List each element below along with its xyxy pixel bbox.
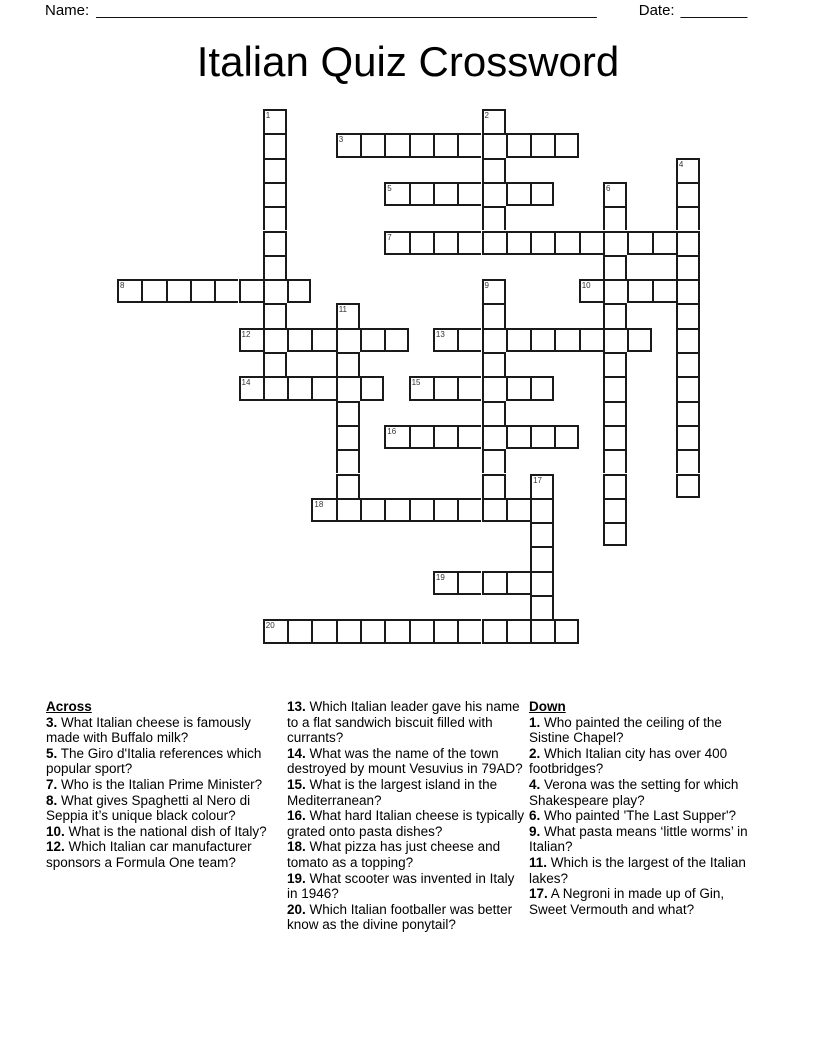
clue-number: 9.	[529, 823, 541, 839]
cell-number: 8	[120, 281, 125, 291]
date-label: Date:	[638, 2, 675, 19]
crossword-cell	[676, 328, 700, 352]
crossword-cell	[457, 133, 481, 157]
crossword-cell	[676, 158, 700, 182]
clue-item: 4. Verona was the setting for which Shakespeare play?	[529, 776, 739, 808]
crossword-cell	[676, 401, 700, 425]
clue-item: 8. What gives Spaghetti al Nero di Seppia it’s unique black colour?	[46, 792, 251, 824]
crossword-cell	[603, 255, 627, 279]
crossword-cell	[482, 109, 506, 133]
crossword-cell	[554, 425, 578, 449]
crossword-cell	[287, 328, 311, 352]
crossword-cell	[263, 206, 287, 230]
crossword-cell	[676, 231, 700, 255]
name-label: Name:	[45, 2, 90, 19]
crossword-cell	[336, 303, 360, 327]
clue-number: 7.	[46, 776, 58, 792]
page-title: Italian Quiz Crossword	[196, 38, 620, 85]
clue-number: 12.	[46, 839, 65, 855]
crossword-cell	[263, 619, 287, 643]
crossword-cell	[409, 182, 433, 206]
crossword-cell	[603, 231, 627, 255]
clue-item: 14. What was the name of the town destroyed by mount Vesuvius in 79AD?	[287, 745, 523, 777]
crossword-cell	[482, 303, 506, 327]
crossword-cell	[457, 376, 481, 400]
clue-item: 3. What Italian cheese is famously made with Buffalo milk?	[46, 714, 251, 746]
crossword-cell	[457, 498, 481, 522]
clue-number: 17.	[529, 886, 548, 902]
crossword-cell	[433, 182, 457, 206]
clue-item: 12. Which Italian car manufacturer sponsors a Formula One team?	[46, 839, 252, 870]
crossword-cell	[457, 182, 481, 206]
crossword-cell	[336, 619, 360, 643]
crossword-cell	[311, 619, 335, 643]
clue-item: 6. Who painted 'The Last Supper'?	[529, 808, 737, 824]
crossword-cell	[676, 182, 700, 206]
crossword-cell	[409, 376, 433, 400]
crossword-cell	[287, 279, 311, 303]
clue-number: 10.	[46, 823, 65, 839]
crossword-cell	[506, 231, 530, 255]
crossword-cell	[141, 279, 165, 303]
clue-item: 19. What scooter was invented in Italy in 1946?	[287, 870, 515, 902]
crossword-cell	[506, 328, 530, 352]
clue-number: 19.	[287, 870, 306, 886]
crossword-cell	[263, 133, 287, 157]
crossword-cell	[579, 279, 603, 303]
cell-number: 15	[411, 378, 421, 388]
clue-item: 11. Which is the largest of the Italian lakes?	[529, 854, 746, 886]
crossword-cell	[433, 328, 457, 352]
crossword-cell	[530, 595, 554, 619]
crossword-cell	[214, 279, 238, 303]
crossword-cell	[384, 231, 408, 255]
crossword-cell	[530, 498, 554, 522]
crossword-cell	[384, 182, 408, 206]
clue-item: 20. Which Italian footballer was better know as the divine ponytail?	[287, 901, 513, 933]
crossword-cell	[506, 376, 530, 400]
clue-number: 16.	[287, 808, 306, 824]
crossword-cell	[287, 619, 311, 643]
clue-item: 16. What hard Italian cheese is typically grated onto pasta dishes?	[287, 808, 525, 839]
crossword-cell	[652, 231, 676, 255]
clue-item: 5. The Giro d'Italia references which popular sport?	[46, 745, 262, 777]
date-blank-line: ________	[680, 2, 748, 19]
crossword-cell	[676, 206, 700, 230]
crossword-cell	[554, 231, 578, 255]
crossword-cell	[506, 133, 530, 157]
across-clue-list-part1	[46, 715, 283, 871]
crossword-cell	[482, 206, 506, 230]
across-clues-column-continued	[287, 699, 526, 933]
crossword-cell	[482, 401, 506, 425]
clue-item: 9. What pasta means ‘little worms’ in Italian?	[529, 823, 748, 855]
cell-number: 17	[533, 475, 542, 485]
crossword-cell	[603, 425, 627, 449]
crossword-cell	[433, 498, 457, 522]
cell-number: 10	[581, 281, 591, 291]
crossword-cell	[676, 474, 700, 498]
crossword-cell	[603, 401, 627, 425]
cell-number: 11	[338, 305, 347, 315]
crossword-grid	[117, 109, 701, 644]
crossword-cell	[482, 158, 506, 182]
cell-number: 9	[484, 281, 489, 291]
cell-number: 18	[314, 499, 324, 509]
down-heading: Down	[529, 699, 566, 714]
crossword-cell	[530, 133, 554, 157]
clue-item: 1. Who painted the ceiling of the Sistine Chapel?	[529, 714, 722, 746]
crossword-cell	[336, 425, 360, 449]
crossword-cell	[336, 498, 360, 522]
crossword-cell	[409, 619, 433, 643]
cell-number: 4	[678, 159, 684, 169]
crossword-cell	[384, 498, 408, 522]
down-clues-column	[529, 699, 762, 917]
crossword-cell	[506, 619, 530, 643]
crossword-cell	[433, 619, 457, 643]
crossword-cell	[603, 303, 627, 327]
crossword-cell	[336, 474, 360, 498]
crossword-cell	[263, 279, 287, 303]
crossword-cell	[117, 279, 141, 303]
cell-number: 5	[387, 183, 392, 193]
crossword-cell	[409, 498, 433, 522]
clue-number: 11.	[529, 854, 548, 870]
crossword-cell	[652, 279, 676, 303]
clue-item: 18. What pizza has just cheese and tomato as a topping?	[287, 839, 501, 870]
crossword-cell	[603, 449, 627, 473]
crossword-cell	[457, 619, 481, 643]
cell-number: 16	[387, 426, 397, 436]
crossword-cell	[603, 182, 627, 206]
crossword-cell	[676, 376, 700, 400]
across-heading: Across	[46, 699, 92, 714]
clue-number: 6.	[529, 808, 541, 824]
crossword-cell	[166, 279, 190, 303]
cell-number: 3	[338, 135, 344, 145]
crossword-cell	[506, 498, 530, 522]
crossword-cell	[311, 498, 335, 522]
crossword-cell	[579, 328, 603, 352]
name-blank-line: ____________________________________________________________	[96, 2, 597, 19]
crossword-cell	[482, 474, 506, 498]
crossword-cell	[554, 133, 578, 157]
crossword-cell	[482, 279, 506, 303]
clue-number: 14.	[287, 745, 306, 761]
crossword-cell	[627, 279, 651, 303]
clue-item: 2. Which Italian city has over 400 footbridges?	[529, 745, 728, 777]
cell-number: 19	[435, 572, 445, 582]
crossword-cell	[676, 449, 700, 473]
crossword-cell	[506, 182, 530, 206]
crossword-cell	[603, 474, 627, 498]
crossword-cell	[603, 498, 627, 522]
crossword-cell	[409, 425, 433, 449]
crossword-cell	[482, 425, 506, 449]
crossword-cell	[433, 133, 457, 157]
crossword-cell	[263, 328, 287, 352]
crossword-cell	[457, 571, 481, 595]
crossword-cell	[263, 376, 287, 400]
name-date-row	[45, 2, 771, 19]
clue-number: 13.	[287, 699, 306, 714]
crossword-cell	[482, 182, 506, 206]
crossword-cell	[603, 522, 627, 546]
crossword-cell	[603, 376, 627, 400]
crossword-cell	[603, 279, 627, 303]
crossword-cell	[530, 376, 554, 400]
crossword-cell	[190, 279, 214, 303]
clue-item: 7. Who is the Italian Prime Minister?	[46, 776, 263, 792]
crossword-cell	[482, 231, 506, 255]
crossword-cell	[603, 206, 627, 230]
crossword-cell	[433, 425, 457, 449]
crossword-cell	[530, 571, 554, 595]
crossword-cell	[506, 425, 530, 449]
crossword-cell	[530, 546, 554, 570]
crossword-cell	[676, 255, 700, 279]
clue-item: 15. What is the largest island in the Mediterranean?	[287, 776, 498, 808]
crossword-cell	[676, 303, 700, 327]
crossword-cell	[603, 328, 627, 352]
crossword-cell	[311, 376, 335, 400]
crossword-cell	[530, 619, 554, 643]
crossword-cell	[336, 449, 360, 473]
crossword-cell	[409, 231, 433, 255]
crossword-cell	[457, 231, 481, 255]
crossword-cell	[530, 182, 554, 206]
across-clues-column	[46, 699, 283, 871]
crossword-cell	[384, 619, 408, 643]
clue-number: 4.	[529, 776, 541, 792]
crossword-cell	[384, 425, 408, 449]
crossword-cell	[360, 498, 384, 522]
clue-number: 2.	[529, 745, 541, 761]
crossword-cell	[336, 401, 360, 425]
crossword-cell	[263, 352, 287, 376]
crossword-cell	[530, 474, 554, 498]
cell-number: 13	[435, 329, 445, 339]
crossword-cell	[482, 449, 506, 473]
crossword-cell	[676, 352, 700, 376]
crossword-cell	[506, 571, 530, 595]
crossword-cell	[554, 328, 578, 352]
crossword-cell	[239, 279, 263, 303]
crossword-cell	[287, 376, 311, 400]
crossword-cell	[433, 571, 457, 595]
clue-number: 20.	[287, 901, 306, 917]
crossword-cell	[433, 231, 457, 255]
crossword-cell	[384, 328, 408, 352]
cell-number: 2	[484, 111, 489, 120]
crossword-cell	[676, 279, 700, 303]
crossword-cell	[482, 352, 506, 376]
crossword-cell	[336, 328, 360, 352]
crossword-cell	[311, 328, 335, 352]
crossword-cell	[530, 522, 554, 546]
crossword-cell	[482, 571, 506, 595]
crossword-cell	[482, 376, 506, 400]
crossword-cell	[457, 328, 481, 352]
cell-number: 6	[606, 183, 611, 193]
clue-item: 10. What is the national dish of Italy?	[46, 823, 267, 839]
clue-number: 18.	[287, 839, 306, 855]
crossword-cell	[603, 352, 627, 376]
crossword-cell	[263, 109, 287, 133]
crossword-cell	[263, 231, 287, 255]
crossword-cell	[627, 231, 651, 255]
crossword-cell	[627, 328, 651, 352]
cell-number: 12	[241, 329, 251, 339]
crossword-cell	[263, 158, 287, 182]
crossword-cell	[263, 255, 287, 279]
crossword-cell	[263, 182, 287, 206]
crossword-cell	[360, 376, 384, 400]
crossword-cell	[360, 619, 384, 643]
crossword-cell	[530, 328, 554, 352]
clue-item: 13. Which Italian leader gave his name to a flat sandwich biscuit filled with currants?	[287, 699, 520, 746]
crossword-cell	[384, 133, 408, 157]
down-clue-list	[529, 715, 762, 918]
crossword-cell	[579, 231, 603, 255]
crossword-cell	[457, 425, 481, 449]
crossword-cell	[530, 425, 554, 449]
crossword-cell	[360, 133, 384, 157]
clue-item: 17. A Negroni in made up of Gin, Sweet Vermouth and what?	[529, 886, 725, 917]
crossword-cell	[554, 619, 578, 643]
clue-number: 3.	[46, 714, 58, 730]
clue-number: 15.	[287, 776, 306, 792]
cell-number: 1	[265, 111, 271, 120]
across-clue-list-part2	[287, 699, 526, 933]
crossword-cell	[336, 376, 360, 400]
crossword-cell	[530, 231, 554, 255]
cell-number: 14	[241, 378, 251, 388]
clue-number: 5.	[46, 745, 58, 761]
cell-number: 20	[265, 621, 275, 631]
crossword-cell	[239, 328, 263, 352]
crossword-cell	[263, 303, 287, 327]
crossword-cell	[433, 376, 457, 400]
crossword-cell	[336, 352, 360, 376]
crossword-cell	[336, 133, 360, 157]
crossword-cell	[409, 133, 433, 157]
crossword-cell	[482, 328, 506, 352]
clue-number: 8.	[46, 792, 58, 808]
crossword-cell	[482, 133, 506, 157]
crossword-cell	[360, 328, 384, 352]
crossword-cell	[676, 425, 700, 449]
clue-number: 1.	[529, 714, 541, 730]
cell-number: 7	[387, 232, 392, 242]
crossword-cell	[239, 376, 263, 400]
crossword-cell	[482, 619, 506, 643]
crossword-cell	[482, 498, 506, 522]
